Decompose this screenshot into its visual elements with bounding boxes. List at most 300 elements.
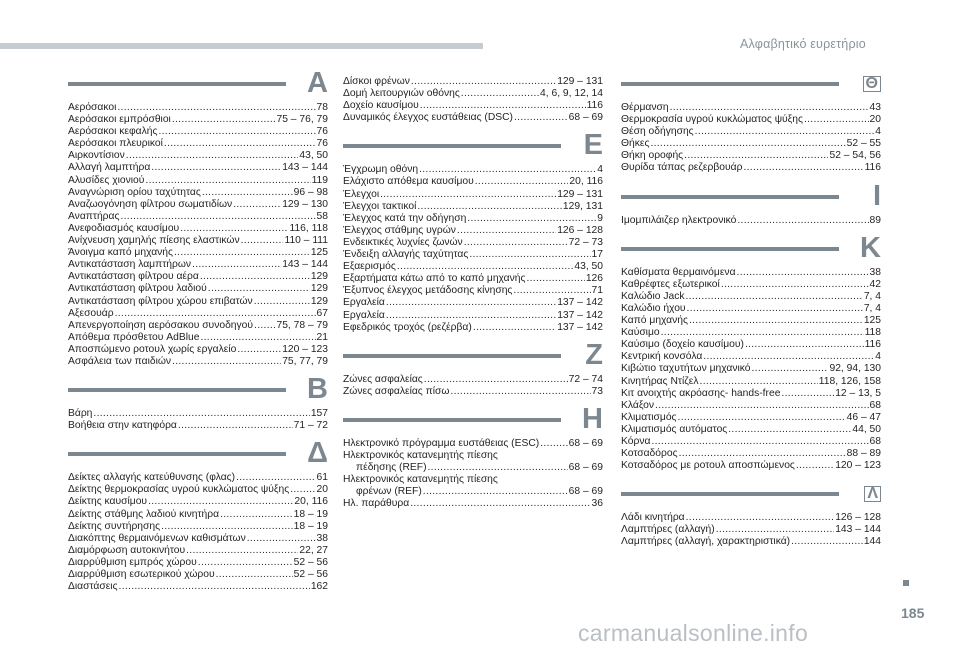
section-header-d <box>68 437 328 470</box>
entry-term: Έλεγχος κατά την οδήγηση <box>343 212 467 224</box>
leader-dots <box>233 199 281 211</box>
index-entry <box>343 189 603 201</box>
section-letter: E <box>583 129 603 162</box>
entry-term: Εργαλεία <box>343 309 385 321</box>
leader-dots <box>386 310 556 322</box>
entry-term: Αναπτήρας <box>68 210 120 222</box>
leader-dots <box>679 448 846 460</box>
index-entry <box>621 138 881 150</box>
index-entry <box>621 102 881 114</box>
index-entry <box>343 273 603 285</box>
index-entry <box>68 356 328 368</box>
index-entry <box>343 176 603 188</box>
index-entry <box>68 162 328 174</box>
leader-dots <box>172 356 281 368</box>
entry-term: Αερόσακοι εμπρόσθιοι <box>68 114 171 126</box>
section-header-e <box>343 129 603 162</box>
leader-dots <box>514 112 568 124</box>
leader-dots <box>202 187 293 199</box>
section-header-a <box>68 67 328 100</box>
watermark: carmanualsonline.info <box>578 620 809 646</box>
entry-term: Αντικατάσταση λαμπτήρων <box>68 259 192 271</box>
entry-term: Λαμπτήρες (αλλαγή) <box>621 524 715 536</box>
entry-term: Καλώδιο ήχου <box>621 302 686 314</box>
leader-dots <box>161 521 293 533</box>
entry-term: Έξυπνος έλεγχος μετάδοσης κίνησης <box>343 285 513 297</box>
section-h-entries <box>343 438 603 511</box>
entry-pages: 43, 50 <box>574 261 603 273</box>
entry-pages: 68 – 69 <box>568 486 603 498</box>
section-divider <box>343 354 561 358</box>
index-entry <box>68 569 328 581</box>
leader-dots <box>469 249 590 261</box>
section-letter: Δ <box>307 437 328 470</box>
section-a-entries <box>68 102 328 368</box>
leader-dots <box>180 223 288 235</box>
entry-term: Δείκτης συντήρησης <box>68 520 161 532</box>
entry-pages: 68 – 69 <box>568 437 603 449</box>
index-entry <box>68 344 328 356</box>
entry-pages: 125 <box>310 247 328 259</box>
entry-term: Λάδι κινητήρα <box>621 512 685 524</box>
index-entry <box>68 308 328 320</box>
entry-pages: 88 – 89 <box>846 448 881 460</box>
entry-pages: 68 – 69 <box>568 112 603 124</box>
entry-pages: 20, 116 <box>294 496 328 508</box>
leader-dots <box>380 189 556 201</box>
entry-term: Κοτσαδόρος με ροτουλ αποσπώμενος <box>621 460 795 472</box>
entry-term: Αξεσουάρ <box>68 307 114 319</box>
index-entry <box>343 213 603 225</box>
leader-dots <box>804 114 869 126</box>
index-entry <box>68 199 328 211</box>
entry-pages: 12 – 13, 5 <box>835 387 881 399</box>
entry-pages: 129 – 131 <box>557 188 603 200</box>
entry-term: πέδησης (REF) <box>356 462 427 474</box>
entry-pages: 4 <box>875 126 881 138</box>
leader-dots <box>290 484 315 496</box>
index-entry <box>621 291 881 303</box>
index-entry <box>343 386 603 398</box>
entry-term: Θερμοκρασία υγρού κυκλώματος ψύξης <box>621 114 803 126</box>
leader-dots <box>467 213 596 225</box>
entry-term: Έλεγχοι τακτικοί <box>343 200 417 212</box>
leader-dots <box>721 279 869 291</box>
section-d-continued-entries <box>343 76 603 124</box>
index-entry <box>343 297 603 309</box>
entry-term: Ηλεκτρονικός κατανεμητής πίεσης <box>343 474 498 486</box>
entry-term: Θυρίδα τάπας ρεζερβουάρ <box>621 162 743 174</box>
entry-pages: 22, 27 <box>299 544 328 556</box>
section-letter: K <box>860 231 881 264</box>
leader-dots <box>651 436 868 448</box>
entry-pages: 125 <box>863 315 881 327</box>
leader-dots <box>475 176 569 188</box>
section-i-entries <box>621 215 881 227</box>
entry-term: Ελάχιστο απόθεμα καυσίμου <box>343 176 474 188</box>
header-bar <box>0 43 483 49</box>
entry-term: Ηλεκτρονικός κατανεμητής πίεσης <box>343 449 498 461</box>
entry-pages: 116 <box>864 162 881 174</box>
leader-dots <box>397 261 573 273</box>
leader-dots <box>689 315 863 327</box>
section-letter: B <box>307 373 328 406</box>
entry-term: Αερόσακοι πλευρικοί <box>68 138 163 150</box>
index-entry <box>68 545 328 557</box>
leader-dots <box>781 388 834 400</box>
entry-term: Αερόσακοι <box>68 102 117 113</box>
entry-pages: 76 <box>316 126 328 138</box>
entry-pages: 43 <box>869 102 881 113</box>
entry-term: φρένων (REF) <box>356 486 422 498</box>
entry-pages: 116 <box>864 339 881 351</box>
leader-dots <box>172 114 276 126</box>
index-entry <box>343 261 603 273</box>
index-entry <box>621 412 881 424</box>
page-title: Αλφαβητικό ευρετήριο <box>740 37 866 51</box>
index-entry <box>343 310 603 322</box>
entry-term: Ηλ. παράθυρα <box>343 498 410 510</box>
entry-term: Βοήθεια στην κατηφόρα <box>68 420 177 432</box>
entry-pages: 126 – 128 <box>835 512 881 524</box>
entry-term: Άνοιγμα καπό μηχανής <box>68 247 173 259</box>
entry-term: Καύσιμο <box>621 327 660 339</box>
index-entry <box>621 363 881 375</box>
entry-term: Ανίχνευση χαμηλής πίεσης ελαστικών <box>68 235 240 247</box>
leader-dots <box>192 259 281 271</box>
entry-pages: 126 – 128 <box>557 224 603 236</box>
entry-pages: 119 <box>311 174 328 186</box>
index-entry <box>621 512 881 524</box>
leader-dots <box>670 102 869 114</box>
entry-term: Κιβώτιο ταχυτήτων μηχανικό <box>621 363 751 375</box>
entry-pages: 96 – 98 <box>293 186 328 198</box>
leader-dots <box>247 533 316 545</box>
entry-pages: 36 <box>591 498 603 510</box>
entry-pages: 78 <box>316 102 328 113</box>
entry-pages: 52 – 55 <box>846 138 881 150</box>
section-header-i <box>621 179 881 213</box>
index-entry <box>68 332 328 344</box>
leader-dots <box>419 164 596 176</box>
leader-dots <box>655 400 869 412</box>
leader-dots <box>457 225 556 237</box>
entry-term: Κεντρική κονσόλα <box>621 351 703 363</box>
entry-term: Κλάξον <box>621 399 655 411</box>
entry-pages: 18 – 19 <box>293 508 328 520</box>
entry-pages: 72 – 74 <box>568 373 603 385</box>
index-entry <box>621 388 881 400</box>
leader-dots <box>200 271 310 283</box>
index-entry <box>343 486 603 498</box>
leader-dots <box>254 296 310 308</box>
section-header-l <box>621 486 881 510</box>
index-entry <box>621 150 881 162</box>
section-header-k <box>621 231 881 265</box>
leader-dots <box>410 498 590 510</box>
index-entry <box>343 76 603 88</box>
leader-dots <box>216 569 293 581</box>
index-entry <box>68 484 328 496</box>
index-entry <box>621 448 881 460</box>
index-entry <box>68 557 328 569</box>
entry-pages: 67 <box>316 307 328 319</box>
section-letter: I <box>872 179 881 212</box>
entry-term: Δίσκοι φρένων <box>343 76 410 87</box>
leader-dots <box>386 297 556 309</box>
entry-term: Κλιματισμός αυτόματος <box>621 423 728 435</box>
index-entry <box>68 283 328 295</box>
entry-term: Απενεργοποίηση αερόσακου συνοδηγού <box>68 319 254 331</box>
entry-pages: 75 – 76, 79 <box>276 114 328 126</box>
entry-pages: 68 <box>869 399 881 411</box>
entry-term: Αλυσίδες χιονιού <box>68 174 145 186</box>
entry-pages: 7, 4 <box>863 302 881 314</box>
leader-dots <box>117 102 315 114</box>
index-entry <box>68 496 328 508</box>
entry-pages: 129 <box>310 295 328 307</box>
index-entry <box>343 225 603 237</box>
leader-dots <box>424 374 568 386</box>
index-entry <box>343 285 603 297</box>
entry-term: Ζώνες ασφαλείας πίσω <box>343 385 450 397</box>
leader-dots <box>684 150 828 162</box>
leader-dots <box>686 512 835 524</box>
entry-term: Εφεδρικός τροχός (ρεζέρβα) <box>343 321 472 333</box>
leader-dots <box>700 376 818 388</box>
entry-term: Αντικατάσταση φίλτρου χώρου επιβατών <box>68 295 253 307</box>
entry-pages: 71 – 72 <box>293 420 328 432</box>
section-d-entries <box>68 472 328 593</box>
leader-dots <box>513 285 590 297</box>
index-entry <box>343 237 603 249</box>
section-divider <box>621 195 839 199</box>
index-entry <box>68 235 328 247</box>
index-entry <box>343 462 603 474</box>
entry-pages: 20 <box>316 484 328 496</box>
leader-dots <box>423 486 568 498</box>
entry-term: Έλεγχος στάθμης υγρών <box>343 224 456 236</box>
index-entry <box>343 374 603 386</box>
section-e-entries <box>343 164 603 333</box>
section-divider <box>621 82 839 86</box>
index-entry <box>343 474 603 486</box>
entry-pages: 92, 94, 130 <box>829 363 881 375</box>
page-marker-square <box>903 580 909 586</box>
entry-term: Κόρνα <box>621 435 651 447</box>
leader-dots <box>752 363 829 375</box>
leader-dots <box>687 303 863 315</box>
leader-dots <box>703 351 874 363</box>
leader-dots <box>151 162 281 174</box>
entry-term: Ασφάλεια των παιδιών <box>68 355 172 367</box>
leader-dots <box>450 386 590 398</box>
entry-term: Αλλαγή λαμπτήρα <box>68 162 151 174</box>
entry-term: Ενδεικτικές λυχνίες ζωνών <box>343 236 463 248</box>
index-entry <box>68 408 328 420</box>
leader-dots <box>241 235 284 247</box>
entry-pages: 75, 77, 79 <box>282 355 328 367</box>
entry-pages: 4, 6, 9, 12, 14 <box>540 88 603 100</box>
leader-dots <box>678 412 846 424</box>
section-l-entries <box>621 512 881 548</box>
index-entry <box>68 581 328 593</box>
leader-dots <box>411 76 556 88</box>
entry-term: Θέση οδήγησης <box>621 126 694 138</box>
section-divider <box>68 388 286 392</box>
entry-pages: 21 <box>316 331 328 343</box>
leader-dots <box>464 237 568 249</box>
index-entry <box>621 267 881 279</box>
entry-pages: 17 <box>591 249 603 261</box>
index-entry <box>68 175 328 187</box>
entry-pages: 89 <box>869 214 881 226</box>
index-entry <box>621 279 881 291</box>
entry-pages: 38 <box>869 266 881 278</box>
section-k-entries <box>621 267 881 473</box>
entry-term: Αναζωογόνηση φίλτρου σωματιδίων <box>68 198 233 210</box>
index-entry <box>621 436 881 448</box>
leader-dots <box>126 150 299 162</box>
leader-dots <box>737 215 868 227</box>
page-number: 185 <box>901 605 925 621</box>
entry-pages: 126 <box>585 273 603 285</box>
entry-pages: 143 – 144 <box>282 162 328 174</box>
entry-pages: 44, 50 <box>852 423 881 435</box>
index-entry <box>68 150 328 162</box>
entry-pages: 143 – 144 <box>835 524 881 536</box>
entry-term: Καθίσματα θερμαινόμενα <box>621 266 736 278</box>
index-entry <box>621 126 881 138</box>
section-letter: Z <box>585 338 603 371</box>
index-entry <box>621 351 881 363</box>
leader-dots <box>728 424 851 436</box>
section-letter: Λ <box>864 486 881 502</box>
entry-pages: 76 <box>316 138 328 150</box>
entry-term: Κλιματισμός <box>621 411 677 423</box>
entry-term: Διαμόρφωση αυτοκινήτου <box>68 544 186 556</box>
leader-dots <box>237 344 281 356</box>
entry-pages: 73 <box>591 385 603 397</box>
entry-pages: 42 <box>869 278 881 290</box>
index-entry <box>621 114 881 126</box>
entry-pages: 52 – 56 <box>293 569 328 580</box>
leader-dots <box>148 496 293 508</box>
leader-dots <box>198 557 293 569</box>
index-entry <box>621 215 881 227</box>
index-entry <box>343 249 603 261</box>
index-entry <box>68 320 328 332</box>
index-entry <box>68 472 328 484</box>
index-entry <box>68 211 328 223</box>
entry-term: Ηλεκτρονικό πρόγραμμα ευστάθειας (ESC) <box>343 437 540 449</box>
entry-term: Βάρη <box>68 408 93 420</box>
index-entry <box>68 420 328 432</box>
leader-dots <box>145 175 310 187</box>
entry-pages: 68 <box>869 435 881 447</box>
entry-term: Θήκη οροφής <box>621 150 684 162</box>
index-entry <box>621 303 881 315</box>
entry-pages: 116, 118 <box>289 222 328 234</box>
entry-term: Έγχρωμη οθόνη <box>343 164 419 176</box>
entry-term: Ιμομπιλάιζερ ηλεκτρονικό <box>621 214 737 226</box>
entry-pages: 162 <box>310 581 328 593</box>
index-entry <box>621 524 881 536</box>
entry-term: Ζώνες ασφαλείας <box>343 373 423 385</box>
entry-pages: 52 – 54, 56 <box>829 150 881 162</box>
leader-dots <box>695 126 875 138</box>
entry-pages: 9 <box>597 212 603 224</box>
entry-term: Ένδειξη αλλαγής ταχύτητας <box>343 249 469 261</box>
entry-pages: 71 <box>591 285 603 297</box>
leader-dots <box>186 545 298 557</box>
entry-pages: 137 – 142 <box>557 321 603 333</box>
index-entry <box>621 460 881 472</box>
leader-dots <box>686 291 863 303</box>
index-entry <box>68 223 328 235</box>
entry-pages: 72 – 73 <box>568 236 603 248</box>
entry-pages: 116 <box>586 100 603 112</box>
leader-dots <box>745 339 864 351</box>
entry-term: Αντικατάσταση φίλτρου αέρα <box>68 271 199 283</box>
index-entry <box>343 322 603 334</box>
index-entry <box>68 102 328 114</box>
index-entry <box>621 376 881 388</box>
entry-pages: 118 <box>864 327 881 339</box>
entry-term: Θήκες <box>621 138 650 150</box>
section-divider <box>68 82 286 86</box>
leader-dots <box>93 408 309 420</box>
entry-pages: 120 – 123 <box>835 460 881 472</box>
entry-term: Κινητήρας Ντίζελ <box>621 375 699 387</box>
leader-dots <box>650 138 845 150</box>
entry-pages: 4 <box>597 164 603 176</box>
leader-dots <box>164 138 316 150</box>
index-entry <box>343 498 603 510</box>
section-z-entries <box>343 374 603 398</box>
index-column-2 <box>343 76 603 510</box>
index-entry <box>68 114 328 126</box>
leader-dots <box>473 322 556 334</box>
entry-pages: 120 – 123 <box>282 343 328 355</box>
entry-term: Αιρκοντίσιον <box>68 150 125 162</box>
leader-dots <box>526 273 584 285</box>
index-entry <box>68 138 328 150</box>
entry-term: Καθρέφτες εξωτερικοί <box>621 278 720 290</box>
entry-pages: 143 – 144 <box>282 259 328 271</box>
entry-term: Διαστάσεις <box>68 581 118 593</box>
leader-dots <box>220 509 293 521</box>
leader-dots <box>158 126 315 138</box>
index-entry <box>68 509 328 521</box>
index-entry <box>621 315 881 327</box>
entry-pages: 18 – 19 <box>293 520 328 532</box>
leader-dots <box>178 420 293 432</box>
entry-term: Εξαρτήματα κάτω από το καπό μηχανής <box>343 273 526 285</box>
index-entry <box>68 533 328 545</box>
entry-pages: 38 <box>316 532 328 544</box>
entry-term: Καλώδιο Jack <box>621 290 685 302</box>
index-entry <box>343 450 603 462</box>
leader-dots <box>461 88 539 100</box>
section-letter: A <box>307 67 328 99</box>
index-entry <box>68 126 328 138</box>
entry-term: Διακόπτης θερμαινόμενων καθισμάτων <box>68 532 246 544</box>
entry-term: Διαρρύθμιση εμπρός χώρου <box>68 556 197 568</box>
entry-term: Διαρρύθμιση εσωτερικού χώρου <box>68 569 215 580</box>
entry-pages: 137 – 142 <box>557 297 603 309</box>
index-entry <box>621 424 881 436</box>
